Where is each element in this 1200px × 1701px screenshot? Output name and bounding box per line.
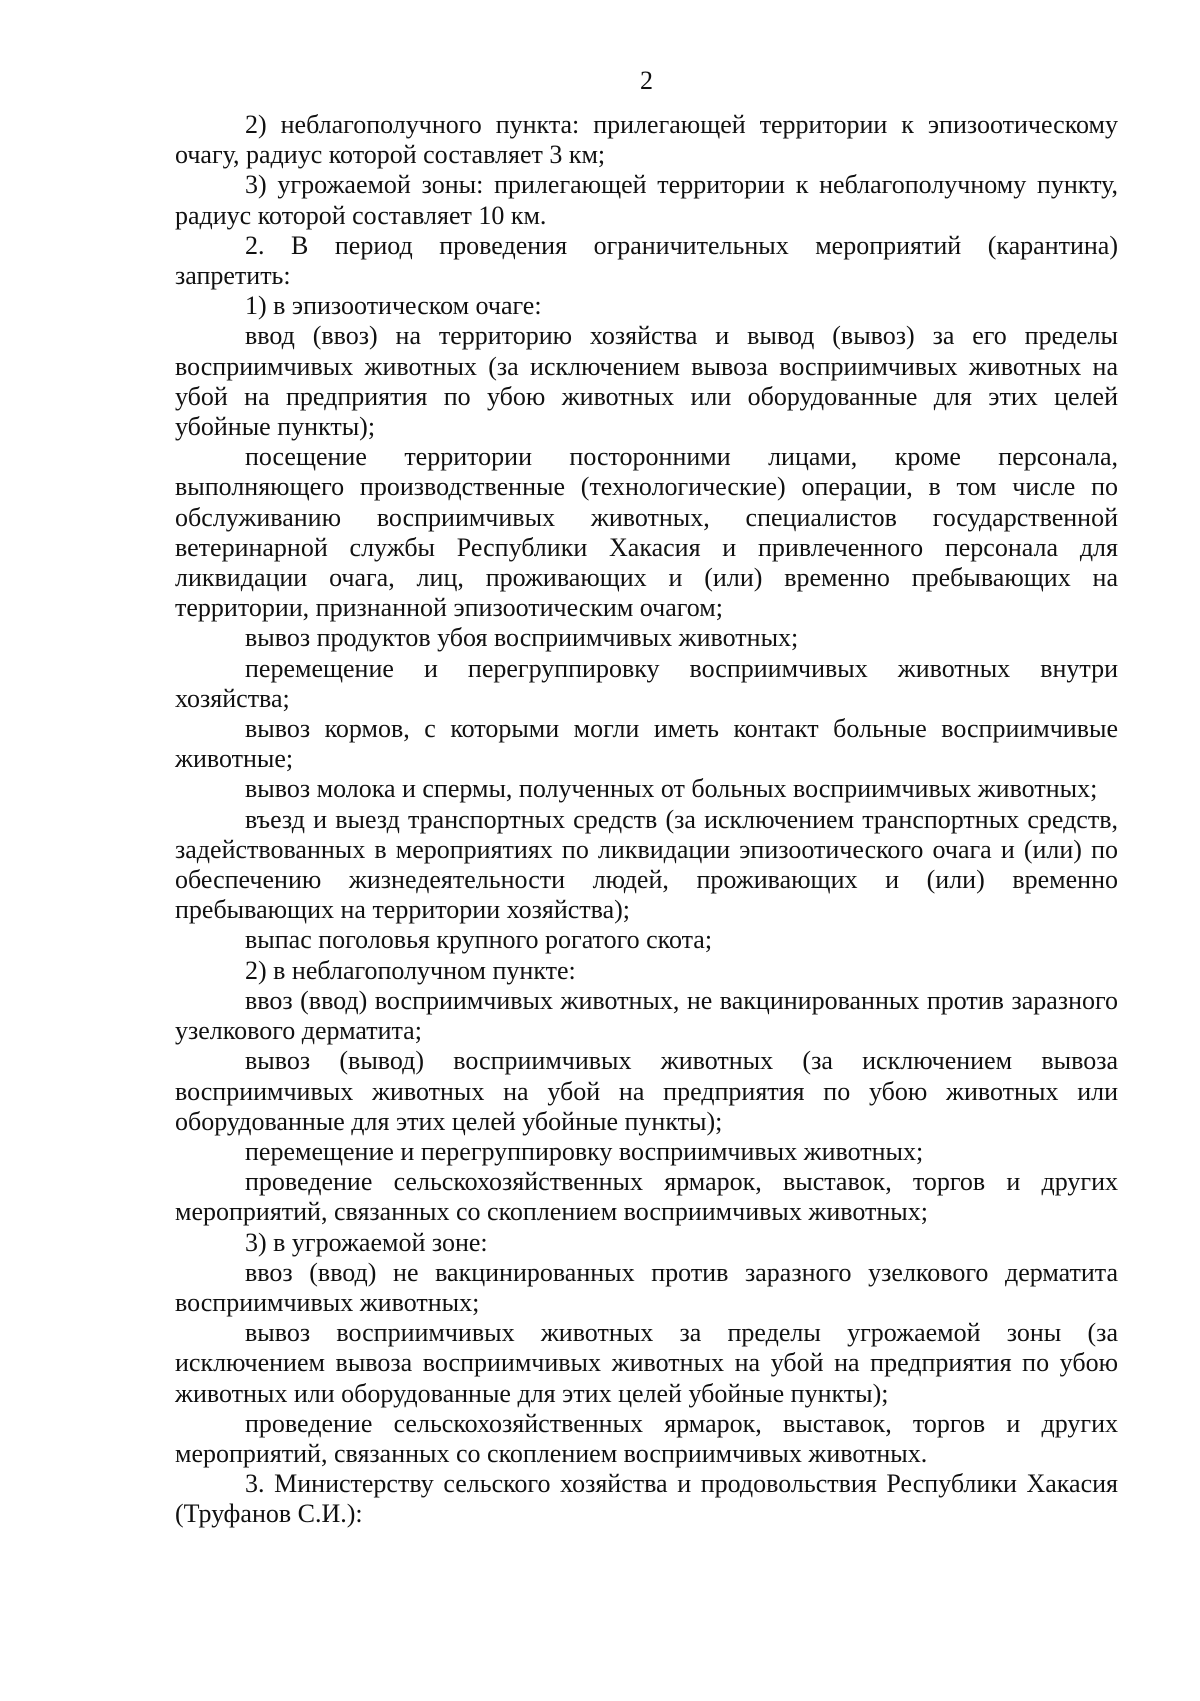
- paragraph: 2. В период проведения ограничительных мероприятий (карантина) запретить:: [175, 230, 1118, 291]
- paragraph: вывоз кормов, с которыми могли иметь контакт больные восприимчивые животные;: [175, 714, 1118, 774]
- paragraph: проведение сельскохозяйственных ярмарок, выставок, торгов и других мероприятий, связанных со скоплением восприимчивых животных.: [175, 1408, 1118, 1468]
- paragraph: перемещение и перегруппировку восприимчивых животных;: [245, 1136, 924, 1166]
- paragraph: перемещение и перегруппировку восприимчивых животных внутри хозяйства;: [175, 653, 1118, 713]
- paragraph: посещение территории посторонними лицами, кроме персонала, выполняющего производственные (технологические) операции, в том числе по обслуживанию восприимчивых животных, специалистов государственной ветеринарной службы Республики Хакасия и привлеченного персонала для ликвидации очага, лиц, проживающих и (или) временно пребывающих на территории, признанной эпизоотическим очагом;: [175, 442, 1118, 623]
- paragraph: вывоз продуктов убоя восприимчивых животных;: [245, 623, 799, 653]
- page-number: 2: [640, 66, 653, 95]
- paragraph: 3) угрожаемой зоны: прилегающей территории к неблагополучному пункту, радиус которой составляет 10 км.: [175, 170, 1118, 230]
- paragraph: вывоз (вывод) восприимчивых животных (за исключением вывоза восприимчивых животных на убой на предприятия по убою животных или оборудованные для этих целей убойные пункты);: [175, 1046, 1118, 1136]
- paragraph: ввод (ввоз) на территорию хозяйства и вывод (вывоз) за его пределы восприимчивых животных (за исключением вывоза восприимчивых животных на убой на предприятия по убою животных или оборудованные для этих целей убойные пункты);: [175, 321, 1118, 442]
- paragraph: 2) в неблагополучном пункте:: [245, 955, 576, 985]
- paragraph: 3. Министерству сельского хозяйства и продовольствия Республики Хакасия (Труфанов С.И.):: [175, 1469, 1118, 1529]
- paragraph: 2) неблагополучного пункта: прилегающей территории к эпизоотическому очагу, радиус которой составляет 3 км;: [175, 110, 1118, 170]
- paragraph: вывоз восприимчивых животных за пределы угрожаемой зоны (за исключением вывоза восприимчивых животных на убой на предприятия по убою животных или оборудованные для этих целей убойные пункты);: [175, 1318, 1118, 1408]
- paragraph: 3) в угрожаемой зоне:: [245, 1227, 488, 1257]
- paragraph: проведение сельскохозяйственных ярмарок, выставок, торгов и других мероприятий, связанных со скоплением восприимчивых животных;: [175, 1167, 1118, 1227]
- paragraph: ввоз (ввод) не вакцинированных против заразного узелкового дерматита восприимчивых животных;: [175, 1257, 1118, 1317]
- paragraph: 1) в эпизоотическом очаге:: [245, 291, 542, 321]
- paragraph: вывоз молока и спермы, полученных от больных восприимчивых животных;: [245, 774, 1098, 804]
- paragraph: ввоз (ввод) восприимчивых животных, не вакцинированных против заразного узелкового дерматита;: [175, 985, 1118, 1046]
- paragraph: въезд и выезд транспортных средств (за исключением транспортных средств, задействованных в мероприятиях по ликвидации эпизоотического очага и (или) по обеспечению жизнедеятельности людей, проживающих и (или) временно пребывающих на территории хозяйства);: [175, 804, 1118, 925]
- paragraph: выпас поголовья крупного рогатого скота;: [245, 925, 713, 955]
